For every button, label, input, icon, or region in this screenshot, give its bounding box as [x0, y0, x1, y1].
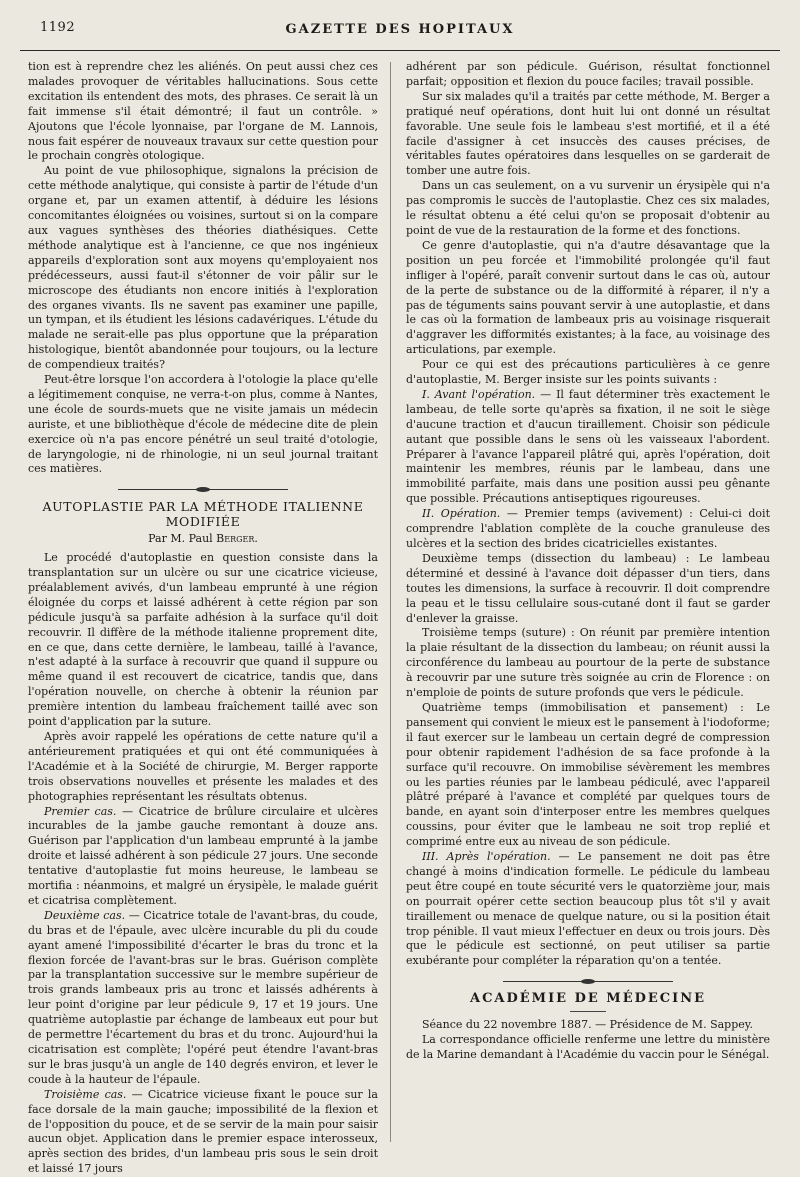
step-label: III. Après l'opération. [422, 850, 551, 864]
paragraph: La correspondance officielle renferme une lettre du ministère de la Marine demandant à l'Académie du vaccin pour le Sénégal. [406, 1033, 770, 1061]
session-line: Séance du 22 novembre 1887. — Présidence de M. Sappey. [422, 1018, 753, 1032]
paragraph: Pour ce qui est des précautions particulières à ce genre d'autoplastie, M. Berger insiste sur les points suivants : [406, 358, 770, 387]
paragraph: Sur six malades qu'il a traités par cette méthode, M. Berger a pratiqué neuf opérations, dont huit lui ont donné un résultat favorable. Une seule fois le lambeau s'est mortifié, et il a été facile d'assigner à cet insuccès des causes précises, de véritables fautes opératoires dans lesquelles on se garderait de tomber une autre fois. [406, 89, 770, 178]
left-column [28, 60, 378, 1177]
case-paragraph [28, 1088, 378, 1177]
paragraph: Après avoir rappelé les opérations de cette nature qu'il a antérieurement pratiquées et qui ont été communiquées à l'Académie et à la Société de chirurgie, M. Berger rapporte trois observations nouvelles et présente les malades et des photographies représentant les résultats obtenus. [28, 729, 378, 803]
page-number: 1192 [40, 20, 76, 35]
byline [28, 532, 378, 547]
step-label: II. Opération. [422, 507, 501, 521]
page-header [20, 20, 780, 51]
case-label: Deuxième cas. [44, 908, 126, 922]
author-name: Berger. [216, 532, 258, 546]
paragraph: Quatrième temps (immobilisation et pansement) : Le pansement qui convient le mieux est le pansement à l'iodoforme; il faut exercer sur le lambeau un certain degré de compression pour obtenir rapidement l'adhésion de sa face profonde à la surface qu'il recouvre. On immobilise sévèrement les membres ou les parties réunies par le lambeau pédiculé, avec l'appareil plâtré préparé à l'avance et complété par quelques tours de bande, en ayant soin d'interposer entre les membres quelques coussins, pour éviter que le lambeau ne soit trop replié et comprimé entre eux au niveau de son pédicule. [406, 700, 770, 849]
case-label: Premier cas. [44, 804, 117, 818]
paragraph: tion est à reprendre chez les aliénés. On peut aussi chez ces malades provoquer de véritables hallucinations. Sous cette excitation ils entendent des mots, des phrases. Ce serait là un fait immense s'il était démontré; il faut un contrôle. » Ajoutons que l'école lyonnaise, par l'organe de M. Lannois, nous fait espérer de nouveaux travaux sur cette question pour le prochain congrès otologique. [28, 60, 378, 163]
step-paragraph [406, 850, 770, 969]
ornament-separator [503, 981, 673, 982]
case-paragraph [28, 909, 378, 1088]
article-title: AUTOPLASTIE PAR LA MÉTHODE ITALIENNE MODIFIÉE [42, 499, 364, 530]
journal-title: GAZETTE DES HOPITAUX [285, 22, 515, 37]
right-column [406, 60, 770, 1063]
step-label: I. Avant l'opération. [422, 387, 536, 401]
paragraph: Au point de vue philosophique, signalons la précision de cette méthode analytique, qui consiste à partir de l'étude d'un organe et, par un examen attentif, à déduire les lésions concomitantes éloignées ou voisines, surtout si on la compare aux vagues synthèses des théories diathésiques. Cette méthode analytique est à l'ancienne, ce que nos ingénieux appareils d'exploration sont aux moyens qu'employaient nos prédécesseurs, aussi faut-il s'étonner de voir pâlir sur le microscope des étudiants non encore initiés à l'exploration des organes vivants. Ils ne savent pas examiner une papille, un tympan, et ils étudient les lésions cadavériques. L'étude du malade ne serait-elle pas plus opportune que la préparation histologique, bientôt abandonnée pour toujours, ou la lecture de compendieux traités? [28, 164, 378, 372]
case-text: — Cicatrice totale de l'avant-bras, du coude, du bras et de l'épaule, avec ulcère incurable du pli du coude ayant amené l'impossibilité d'écarter le bras du tronc et la flexion forcée de l'avant-bras sur le bras. Guérison complète par la transplantation successive sur le membre supérieur de trois grands lambeaux pris au tronc et laissés adhérents à leur point d'origine par leur pédicule 9, 17 et 19 jours. Une quatrième autoplastie par échange de lambeaux eut pour but de permettre l'écartement du bras et du tronc. Aujourd'hui la cicatrisation est complète; l'opéré peut étendre l'avant-bras sur le bras jusqu'à un angle de 140 degrés environ, et lever le coude à la hauteur de l'épaule. [28, 908, 378, 1086]
step-text: — Il faut déterminer très exactement le lambeau, de telle sorte qu'après sa fixation, il ne soit le siège d'aucune traction et d'aucun tiraillement. Choisir son pédicule autant que possible dans le sens où les vaisseaux l'abordent. Préparer à l'avance l'appareil plâtré qui, après l'opération, doit maintenir les membres, réunis par le lambeau, dans une immobilité parfaite, mais dans une position aussi peu gênante que possible. Précautions antiseptiques rigoureuses. [406, 387, 770, 506]
paragraph: Dans un cas seulement, on a vu survenir un érysipèle qui n'a pas compromis le succès de l'autoplastie. Chez ces six malades, le résultat obtenu a été celui qu'on se proposait d'obtenir au point de vue de la restauration de la forme et des fonctions. [406, 179, 770, 237]
case-text: — Cicatrice de brûlure circulaire et ulcères incurables de la jambe gauche remontant à douze ans. Guérison par l'application d'un lambeau emprunté à la jambe droite et laissé adhérent à son pédicule 27 jours. Une seconde tentative d'autoplastie fut moins heureuse, le lambeau se mortifia : néanmoins, et malgré un érysipèle, le malade guérit et cicatrisa complètement. [28, 804, 378, 907]
ornament-separator [118, 489, 288, 490]
case-text: — Cicatrice vicieuse fixant le pouce sur la face dorsale de la main gauche; impossibilité de la flexion et de l'opposition du pouce, et de se servir de la main pour saisir aucun objet. Application dans le premier espace interosseux, après section des brides, d'un lambeau pris sous le sein droit et laissé 17 jours [28, 1087, 378, 1176]
paragraph: Ce genre d'autoplastie, qui n'a d'autre désavantage que la position un peu forcée et l'immobilité prolongée qu'il faut infliger à l'opéré, paraît convenir surtout dans le cas où, autour de la perte de substance ou de la difformité à réparer, il n'y a pas de téguments sains pouvant servir à une autoplastie, et dans le cas où la formation de lambeaux pris au voisinage risquerait d'aggraver les difformités existantes; à la face, au voisinage des articulations, par exemple. [406, 238, 770, 357]
case-label: Troisième cas. [44, 1087, 127, 1101]
byline-prefix: Par M. Paul [148, 532, 213, 546]
step-text: — Premier temps (avivement) : Celui-ci doit comprendre l'ablation complète de la couche granuleuse des ulcères et la section des brides cicatricielles existantes. [406, 507, 770, 550]
step-paragraph [406, 507, 770, 552]
paragraph: adhérent par son pédicule. Guérison, résultat fonctionnel parfait; opposition et flexion du pouce faciles; travail possible. [406, 60, 770, 88]
short-rule [570, 1011, 606, 1012]
section-title: ACADÉMIE DE MÉDECINE [469, 991, 706, 1007]
step-paragraph [406, 388, 770, 507]
case-paragraph [28, 805, 378, 909]
column-divider [390, 62, 391, 1142]
paragraph: Troisième temps (suture) : On réunit par première intention la plaie résultant de la dissection du lambeau; on réunit aussi la circonférence du lambeau au pourtour de la perte de substance à recouvrir par une suture très soignée au crin de Florence : on n'emploie de points de suture profonds que vers le pédicule. [406, 626, 770, 700]
paragraph: Le procédé d'autoplastie en question consiste dans la transplantation sur un ulcère ou sur une cicatrice vicieuse, préalablement avivés, d'un lambeau emprunté à une région éloignée du corps et laissé adhérent à cette région par son pédicule jusqu'à sa parfaite adhésion à la surface qu'il doit recouvrir. Il diffère de la méthode italienne proprement dite, en ce que, dans cette dernière, le lambeau, taillé à l'avance, n'est adapté à la surface à recouvrir que quand il suppure ou même quand il est recouvert de cicatrice, tandis que, dans l'opération nouvelle, on cherche à obtenir la réunion par première intention du lambeau fraîchement taillé avec son point d'application par la suture. [28, 551, 378, 729]
step-text: — Le pansement ne doit pas être changé à moins d'indication formelle. Le pédicule du lambeau peut être coupé en toute sécurité vers le quatorzième jour, mais on pourrait opérer cette section beaucoup plus tôt s'il y avait tiraillement ou menace de quelque nature, ou si la position était trop pénible. Il vaut mieux l'effectuer en deux ou trois jours. Dès que le pédicule est sectionné, on peut utiliser sa partie exubérante pour compléter la réparation qu'on a tentée. [406, 850, 770, 968]
paragraph: Peut-être lorsque l'on accordera à l'otologie la place qu'elle a légitimement conquise, ne verra-t-on plus, comme à Nantes, une école de sourds-muets que ne visite jamais un médecin auriste, et une bibliothèque d'école de médecine dite de plein exercice où n'a pas encore pénétré un seul traité d'otologie, de laryngologie, ni de rhinologie, ni un seul journal traitant ces matières. [28, 373, 378, 476]
paragraph: Deuxième temps (dissection du lambeau) : Le lambeau déterminé et dessiné à l'avance doit dépasser d'un tiers, dans toutes les dimensions, la surface à recouvrir. Il doit comprendre la peau et le tissu cellulaire sous-cutané dont il faut se garder d'enlever la graisse. [406, 551, 770, 625]
